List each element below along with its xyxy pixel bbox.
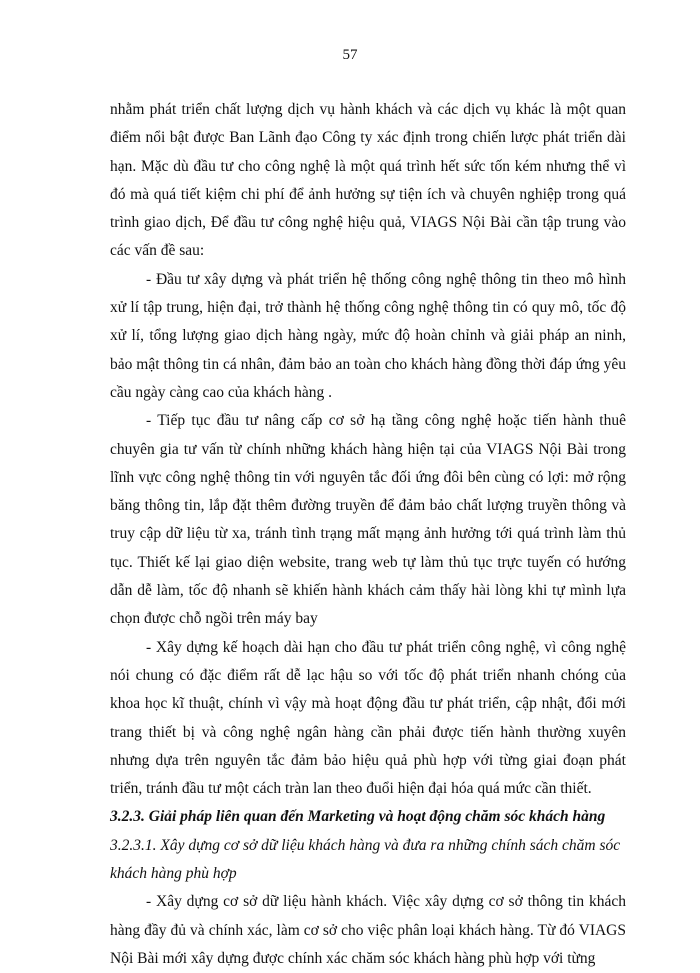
customer-database-paragraph: - Xây dựng cơ sở dữ liệu hành khách. Việc xây dựng cơ sở thông tin khách hàng đầy đủ và chính xác, làm cơ sở cho việc phân loại khách hàng. Từ đó VIAGS Nội Bài mới xây dựng được chính xác chăm sóc khách hàng phù hợp với từng (110, 893, 626, 967)
subsection-heading-3-2-3-1: 3.2.3.1. Xây dựng cơ sở dữ liệu khách hàng và đưa ra những chính sách chăm sóc khách hàng phù hợp (110, 836, 621, 883)
bullet-paragraph-long-term-plan: - Xây dựng kế hoạch dài hạn cho đầu tư phát triển công nghệ, vì công nghệ nói chung có đặc điểm rất dễ lạc hậu so với tốc độ phát triển nhanh chóng của khoa học kĩ thuật, chính vì vậy mà hoạt động đầu tư phát triển, cập nhật, đổi mới trang thiết bị và công nghệ ngân hàng cần phải được tiến hành thường xuyên nhưng dựa trên nguyên tắc đảm bảo hiệu quả phù hợp với từng giai đoạn phát triển, tránh đầu tư một cách tràn lan theo đuổi hiện đại hóa quá mức cần thiết. (110, 638, 626, 798)
section-heading-3-2-3: 3.2.3. Giải pháp liên quan đến Marketing và hoạt động chăm sóc khách hàng (110, 808, 606, 826)
document-body (110, 96, 626, 973)
bullet-paragraph-infrastructure: - Đầu tư xây dựng và phát triển hệ thống công nghệ thông tin theo mô hình xử lí tập trung, hiện đại, trở thành hệ thống công nghệ thông tin có quy mô, tốc độ xử lí, tổng lượng giao dịch hàng ngày, mức độ hoàn chỉnh và giải pháp an ninh, bảo mật thông tin cá nhân, đảm bảo an toàn cho khách hàng đồng thời đáp ứng yêu cầu ngày càng cao của khách hàng . (110, 270, 626, 401)
bullet-paragraph-upgrade: - Tiếp tục đầu tư nâng cấp cơ sở hạ tầng công nghệ hoặc tiến hành thuê chuyên gia tư vấn từ chính những khách hàng hiện tại của VIAGS Nội Bài trong lĩnh vực công nghệ thông tin với nguyên tắc đối ứng đôi bên cùng có lợi: mở rộng băng thông tin, lắp đặt thêm đường truyền để đảm bảo chất lượng truyền thông và truy cập dữ liệu từ xa, tránh tình trạng mất mạng ảnh hưởng tới quá trình làm thủ tục. Thiết kế lại giao diện website, trang web tự làm thủ tục trực tuyến có hướng dẫn dễ làm, tốc độ nhanh sẽ khiến hành khách cảm thấy hài lòng khi tự mình lựa chọn được chỗ ngồi trên máy bay (110, 412, 626, 628)
page-number: 57 (342, 47, 358, 63)
intro-paragraph: nhằm phát triển chất lượng dịch vụ hành khách và các dịch vụ khác là một quan điểm nổi bật được Ban Lãnh đạo Công ty xác định trong chiến lược phát triển dài hạn. Mặc dù đầu tư cho công nghệ là một quá trình hết sức tốn kém nhưng thể vì đó mà quá tiết kiệm chi phí để ảnh hưởng sự tiện ích và chuyên nghiệp trong quá trình giao dịch, Để đầu tư công nghệ hiệu quả, VIAGS Nội Bài cần tập trung vào các vấn đề sau: (110, 101, 626, 260)
